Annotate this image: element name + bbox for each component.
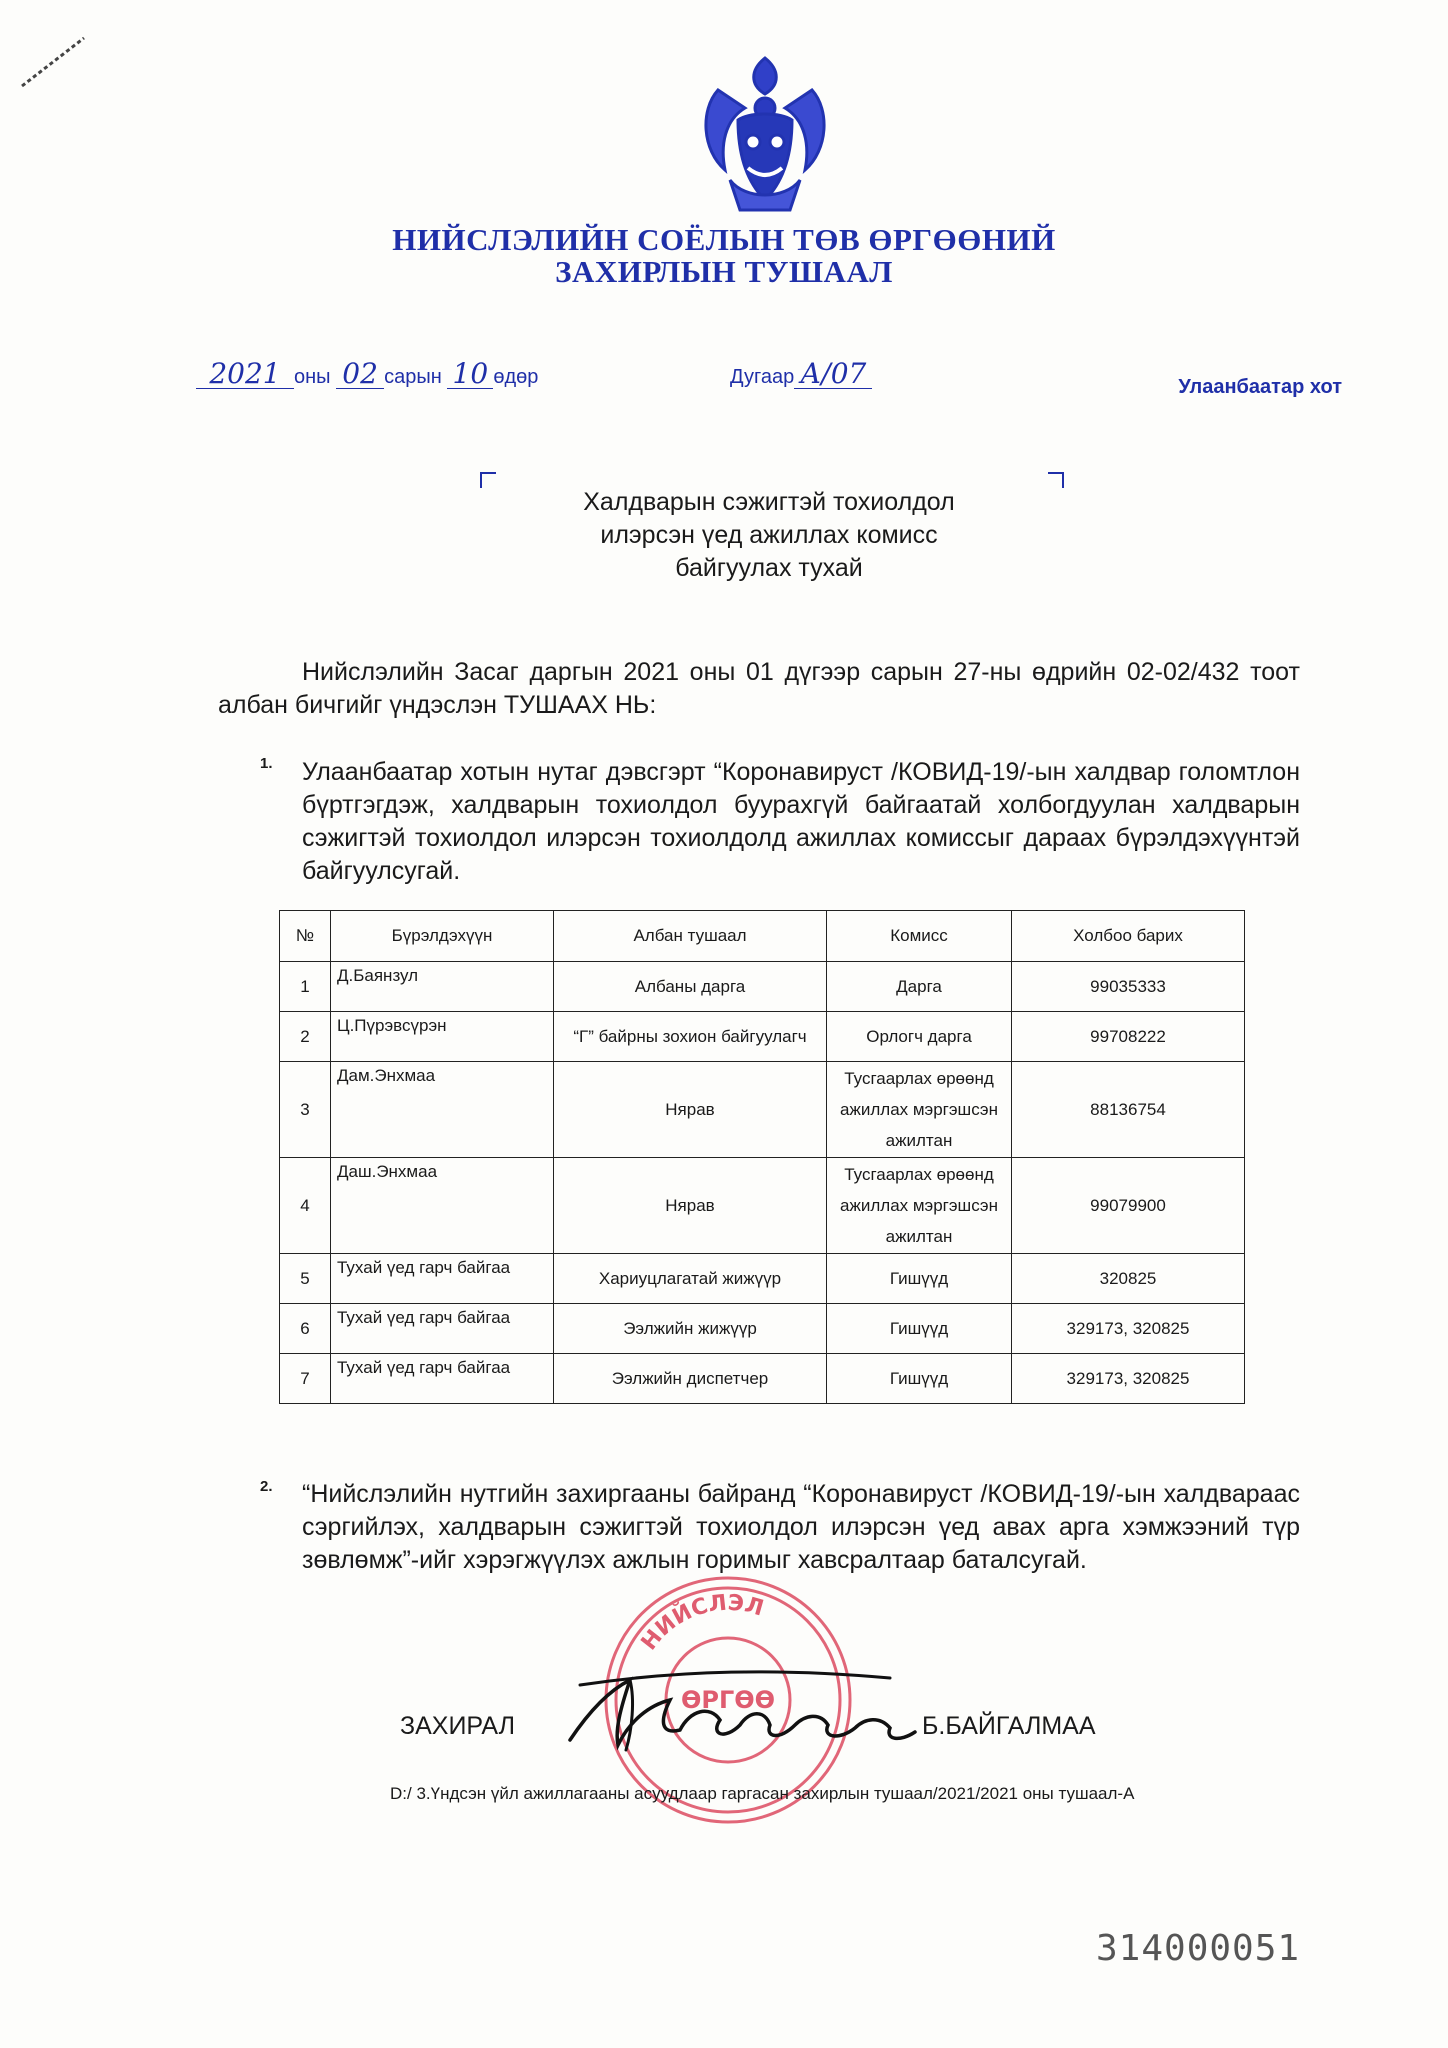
row-contact: 99079900: [1012, 1158, 1245, 1254]
row-no: 1: [280, 962, 331, 1012]
row-role: Орлогч дарга: [827, 1012, 1012, 1062]
row-name: Тухай үед гарч байгаа: [331, 1254, 554, 1304]
row-position: Нярав: [554, 1062, 827, 1158]
seal-top-text: НИЙСЛЭЛ: [636, 1590, 767, 1656]
header-line-1: НИЙСЛЭЛИЙН СОЁЛЫН ТӨВ ӨРГӨӨНИЙ: [392, 222, 1056, 257]
subject-line-2: илэрсэн үед ажиллах комисс: [600, 521, 938, 549]
date-month: 02: [336, 360, 384, 389]
row-position: Албаны дарга: [554, 962, 827, 1012]
year-label: оны: [294, 366, 331, 388]
number-label: Дугаар: [730, 366, 795, 388]
order-number: [730, 357, 872, 390]
row-role: Дарга: [827, 962, 1012, 1012]
number-value: А/07: [794, 360, 872, 389]
header-line-2: ЗАХИРЛЫН ТУШААЛ: [555, 254, 893, 289]
row-role: Гишүүд: [827, 1254, 1012, 1304]
signature: [560, 1650, 920, 1770]
row-no: 4: [280, 1158, 331, 1254]
row-contact: 99035333: [1012, 962, 1245, 1012]
row-role: Тусгаарлах өрөөнд ажиллах мэргэшсэн ажилтан: [827, 1158, 1012, 1254]
row-position: Нярав: [554, 1158, 827, 1254]
row-contact: 88136754: [1012, 1062, 1245, 1158]
row-name: Тухай үед гарч байгаа: [331, 1354, 554, 1404]
subject: [474, 486, 1064, 585]
day-label: өдөр: [493, 366, 539, 388]
city: Улаанбаатар хот: [1178, 376, 1342, 398]
document-serial-number: 314000051: [1096, 1928, 1301, 1969]
item-2-text: “Нийслэлийн нутгийн захиргааны байранд “Коронавируст /КОВИД-19/-ын халдвараас сэргийлэх, халдварын сэжигтэй тохиолдол илэрсэн үед авах арга хэмжээний түр зөвлөмж”-ийг хэрэгжүүлэх ажлын горимыг хавсралтаар баталсугай.: [302, 1480, 1300, 1574]
file-path-footer: D:/ 3.Үндсэн үйл ажиллагааны асуудлаар гаргасан захирлын тушаал/2021/2021 оны тушаал-А: [390, 1784, 1135, 1803]
table-header-row: [280, 911, 1245, 962]
date-day: 10: [447, 360, 493, 389]
header-commission: Комисс: [827, 911, 1012, 962]
row-name: Ц.Пүрэвсүрэн: [331, 1012, 554, 1062]
row-contact: 329173, 320825: [1012, 1304, 1245, 1354]
row-no: 3: [280, 1062, 331, 1158]
row-role: Гишүүд: [827, 1354, 1012, 1404]
item-1-text: Улаанбаатар хотын нутаг дэвсгэрт “Коронавируст /КОВИД-19/-ын халдвар голомтлон бүртгэгдэж, халдварын тохиолдол буурахгүй байгаатай холбогдуулан халдварын сэжигтэй тохиолдол илэрсэн тохиолдолд ажиллах комиссыг дараах бүрэлдэхүүнтэй байгуулсугай.: [302, 758, 1300, 885]
month-label: сарын: [384, 366, 442, 388]
item-1-number: 1.: [260, 755, 273, 772]
row-contact: 329173, 320825: [1012, 1354, 1245, 1404]
row-position: Хариуцлагатай жижүүр: [554, 1254, 827, 1304]
table-row: [280, 1158, 1245, 1254]
header-contact: Холбоо барих: [1012, 911, 1245, 962]
table-row: [280, 1012, 1245, 1062]
row-position: Ээлжийн диспетчер: [554, 1354, 827, 1404]
subject-line-1: Халдварын сэжигтэй тохиолдол: [583, 488, 955, 516]
row-role: Гишүүд: [827, 1304, 1012, 1354]
header-position: Албан тушаал: [554, 911, 827, 962]
header-no: №: [280, 911, 331, 962]
row-name: Д.Баянзул: [331, 962, 554, 1012]
table-row: [280, 962, 1245, 1012]
row-no: 5: [280, 1254, 331, 1304]
table-row: [280, 1354, 1245, 1404]
row-no: 7: [280, 1354, 331, 1404]
pen-mark: [18, 30, 88, 90]
row-role: Тусгаарлах өрөөнд ажиллах мэргэшсэн ажилтан: [827, 1062, 1012, 1158]
row-contact: 99708222: [1012, 1012, 1245, 1062]
table-row: [280, 1254, 1245, 1304]
signature-title: ЗАХИРАЛ: [400, 1712, 516, 1740]
seal-center-text: ӨРГӨӨ: [680, 1686, 776, 1714]
emblem-logo: [690, 50, 840, 220]
row-position: “Г” байрны зохион байгуулагч: [554, 1012, 827, 1062]
row-position: Ээлжийн жижүүр: [554, 1304, 827, 1354]
row-name: Даш.Энхмаа: [331, 1158, 554, 1254]
header-member: Бүрэлдэхүүн: [331, 911, 554, 962]
commission-table: [279, 910, 1245, 1404]
dateline: [196, 357, 539, 390]
table-row: [280, 1304, 1245, 1354]
intro-paragraph: Нийслэлийн Засаг даргын 2021 оны 01 дүгээр сарын 27-ны өдрийн 02-02/432 тоот албан бичгийг үндэслэн ТУШААХ НЬ:: [218, 658, 1300, 719]
row-contact: 320825: [1012, 1254, 1245, 1304]
row-name: Дам.Энхмаа: [331, 1062, 554, 1158]
signature-name: Б.БАЙГАЛМАА: [922, 1712, 1096, 1740]
row-no: 2: [280, 1012, 331, 1062]
date-year: 2021: [196, 360, 294, 389]
item-2-number: 2.: [260, 1478, 273, 1495]
row-name: Тухай үед гарч байгаа: [331, 1304, 554, 1354]
row-no: 6: [280, 1304, 331, 1354]
table-row: [280, 1062, 1245, 1158]
subject-line-3: байгуулах тухай: [675, 554, 863, 582]
